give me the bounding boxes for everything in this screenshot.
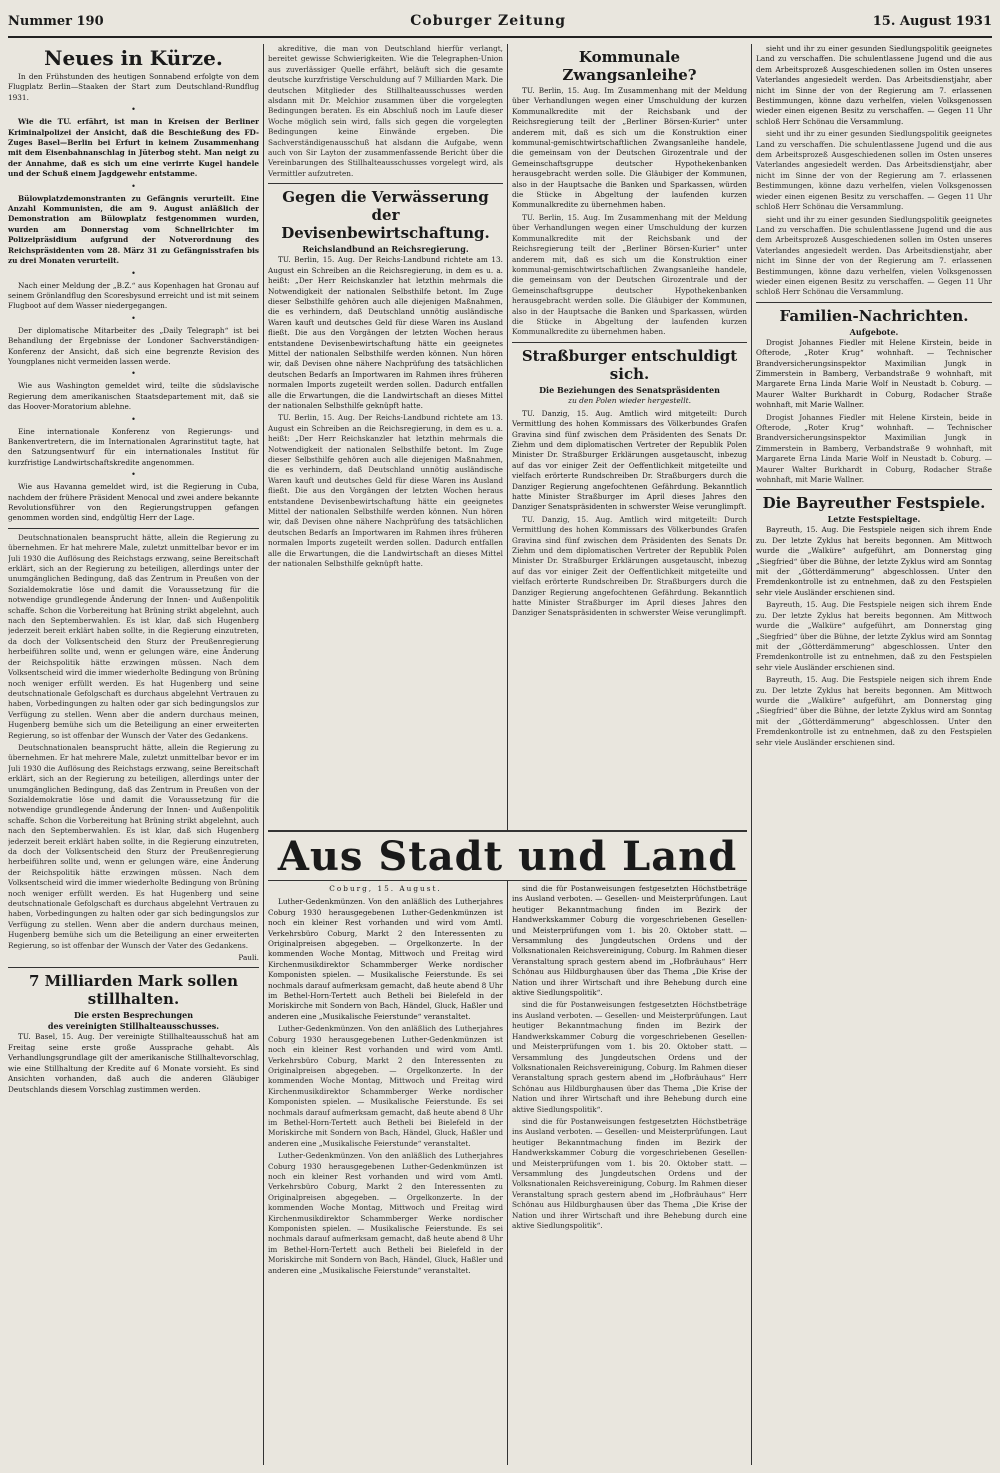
article-body: sieht und ihr zu einer gesunden Siedlungspolitik geeignetes Land zu verschaffen. Die schulentlassene Jugend und die aus dem Arbeitsprozeß Ausgeschiedenen sollen im Osten unseres Vaterlandes angesiedelt werden. Das Arbeitsdienstjahr, aber nicht im Sinne der von der Regierung am 7. erlassenen Bestimmungen, könne dazu verhelfen, vielen Volksgenossen wieder einen eigenen Besitz zu verschaffen. — Gegen 11 Uhr schloß Herr Schönau die Versammlung. bbox=[756, 44, 992, 126]
separator: • bbox=[131, 369, 136, 379]
article-body: Luther-Gedenkmünzen. Von den anläßlich des Lutherjahres Coburg 1930 herausgegebenen Luther-Gedenkmünzen ist noch ein kleiner Rest vorhanden und wird vom Amtl. Verkehrsbüro Coburg, Markt 2 den Interessenten zu Originalpreisen abgegeben. — Orgelkonzerte. In der kommenden Woche Montag, Mittwoch und Freitag wird Kirchenmusikdirektor Schammberger Werke nordischer Komponisten spielen. — Musikalische Feierstunde. Es sei nochmals darauf aufmerksam gemacht, daß heute abend 8 Uhr im Bethel-Horn-Tertett auch Betheli bei Bielefeld in der Moriskirche mit Sondern von Bach, Händel, Gluck, Haßler und anderen eine „Musikalische Feierstunde“ veranstaltet. bbox=[268, 897, 503, 1021]
article-body: Deutschnationalen beansprucht hätte, allein die Regierung zu übernehmen. Er hat mehrere Male, zuletzt unmittelbar bevor er im Juli 1930 die Auflösung des Reichstags erzwang, seine Bereitschaft erklärt, sich an der Regierung zu beteiligen, allerdings unter der unumgänglichen Bedingung, daß das Zentrum in Preußen von der Sozialdemokratie löse und damit die Voraussetzung für die notwendige grundlegende Änderung der Innen- und Außenpolitik schaffe. Schon die Vorbereitung hat Brüning strikt abgelehnt, auch nach den Septemberwahlen. Es ist klar, daß sich Hugenberg jederzeit bereit erklärt haben sollte, in die Regierung einzutreten, da doch der Volksentscheid den Sturz der Preußenregierung herbeiführen sollte und, wenn er gelungen wäre, eine Änderung der Reichspolitik hätte erzwingen müssen. Nach dem Volksentscheid wird die immer wiederholte Bedingung von Brüning noch weniger erfüllt werden. Es hat Hugenberg und seine deutschnationale Gefolgschaft es durchaus abgelehnt Vertrauen zu haben, Vorbedingungen zu halten oder gar sich bedingungslos zur Verfügung zu stellen. Wenn aber die andern durchaus meinen, Hugenberg bemühe sich um die Beteiligung an einer erweiterten Regierung, so ist offenbar der Wunsch der Vater des Gedankens. bbox=[8, 532, 259, 740]
news-item: Bülowplatzdemonstranten zu Gefängnis verurteilt. Eine Anzahl Kommunisten, die am 9. August anläßlich der Demonstration am Bülowplatz festgenommen wurden, wurden am Donnerstag vom Schnellrichter im Polizeipräsidium aufgrund der Notverordnung des Reichspräsidenten vom 28. März 31 zu Gefängnisstrafen bis zu drei Monaten verurteilt. bbox=[8, 193, 259, 266]
column-rule bbox=[507, 44, 508, 1465]
divider bbox=[756, 302, 992, 303]
dateline: Coburg, 15. August. bbox=[329, 884, 442, 893]
article-body-continued: TU. Berlin, 15. Aug. Im Zusammenhang mit der Meldung über Verhandlungen wegen einer Umschuldung der kurzen Kommunalkredite mit der Reichsbank und der Reichsregierung teilt der „Berliner Börsen-Kurier“ unter anderem mit, daß es sich um die Konstruktion einer kommunal-gemischtwirtschaftlichen Zwangsanleihe handele, die gemeinsam von der Deutschen Girozentrale und der Gemeinschaftsgruppe deutscher Hypothekenbanken herausgebracht werden solle. Die Gläubiger der Kommunen, also in der Hauptsache die Banken und Sparkassen, würden die Stücke in Abgeltung der laufenden kurzen Kommunalkredite zu übernehmen haben. bbox=[512, 212, 747, 337]
divider bbox=[8, 528, 259, 529]
headline-familien: Familien-Nachrichten. bbox=[779, 306, 969, 325]
subheadline: Die Beziehungen des Senatspräsidenten bbox=[539, 384, 720, 395]
subheadline: Die ersten Besprechungen bbox=[73, 1010, 194, 1021]
local-news-left bbox=[268, 884, 503, 1465]
article-body-continued: Bayreuth, 15. Aug. Die Festspiele neigen sich ihrem Ende zu. Der letzte Zyklus hat bereits begonnen. Am Mittwoch wurde die „Walküre“ aufgeführt, am Donnerstag ging „Siegfried“ über die Bühne, der letzte Zyklus wird am Sonntag mit der „Götterdämmerung“ abgeschlossen. Unter den Fremdenkontrolle ist zu entnehmen, daß zu den Festspielen sehr viele Ausländer erschienen sind. bbox=[756, 675, 992, 747]
article-body-continued: sieht und ihr zu einer gesunden Siedlungspolitik geeignetes Land zu verschaffen. Die schulentlassene Jugend und die aus dem Arbeitsprozeß Ausgeschiedenen sollen im Osten unseres Vaterlandes angesiedelt werden. Das Arbeitsdienstjahr, aber nicht im Sinne der von der Regierung am 7. erlassenen Bestimmungen, könne dazu verhelfen, vielen Volksgenossen wieder einen eigenen Besitz zu verschaffen. — Gegen 11 Uhr schloß Herr Schönau die Versammlung. bbox=[756, 129, 992, 212]
article-body: akreditive, die man von Deutschland hierfür verlangt, bereitet gewisse Schwierigkeiten. Wie die Telegraphen-Union aus zuverlässiger Quelle erfährt, beläuft sich die gesamte deutsche kurzfristige Verschuldung auf 7 Milliarden Mark. Die deutschen Mitglieder des Stillhalteausschusses werden alsdann mit Dr. Melchior zusammen über die vorgelegten Bedingungen beraten. Es ein Abschluß noch im Laufe dieser Woche möglich sein wird, falls sich gegen die vorgelegten Bedingungen keine Einwände ergeben. Die Sachverständigenausschuß hat alsdann die Aufgabe, wenn auch von Sir Layton der zusammenfassende Bericht über die Vereinbarungen des Stillhalteausschusses vorgelegt wird, als Vermittler aufzutreten. bbox=[268, 44, 503, 178]
headline-stillhalten: 7 Milliarden Mark sollen stillhalten. bbox=[29, 972, 238, 1009]
divider bbox=[8, 967, 259, 968]
subheadline: zu den Polen wieder hergestellt. bbox=[568, 395, 691, 405]
headline-devisen: Gegen die Verwässerung der Devisenbewirtschaftung. bbox=[281, 188, 490, 243]
newspaper-title: Coburger Zeitung bbox=[410, 13, 567, 29]
section-banner: Aus Stadt und Land bbox=[268, 830, 747, 881]
news-item: Wie aus Havanna gemeldet wird, ist die Regierung in Cuba, nachdem der frühere Präsident Menocal und zwei andere bekannte Revolutionsführer von den Regierungstruppen gefangen genommen worden sind, endgültig Herr der Lage. bbox=[8, 482, 259, 523]
column-1 bbox=[8, 44, 259, 1465]
article-body-continued: TU. Danzig, 15. Aug. Amtlich wird mitgeteilt: Durch Vermittlung des hohen Kommissars des Völkerbundes Grafen Gravina sind fünf zwischen dem Präsidenten des Senats Dr. Ziehm und dem diplomatischen Vertreter der Republik Polen Minister Dr. Straßburger Erklärungen ausgetauscht, inbezug auf das vor einiger Zeit der Oeffentlichkeit mitgeteilte und vielfach erörterte Rundschreiben Dr. Straßburgers durch die Danziger Regierung angefochtenen Gefährdung. Bekanntlich hatte Minister Straßburger im April dieses Jahres den Danziger Senatspräsidenten in schwerster Weise verunglimpft. bbox=[512, 514, 747, 618]
local-news-right bbox=[512, 884, 747, 1465]
article-body-continued: sind die für Postanweisungen festgesetzten Höchstbeträge ins Ausland verboten. — Gesellen- und Meisterprüfungen. Laut heutiger Bekanntmachung finden im Bezirk der Handwerkskammer Coburg die vorgeschriebenen Gesellen- und Meisterprüfungen vom 1. bis 20. Oktober statt. — Versammlung des Jungdeutschen Ordens und der Volksnationalen Reichsvereinigung, Coburg. Im Rahmen dieser Veranstaltung sprach gestern abend im „Hofbräuhaus“ Herr Schönau aus Hildburghausen über das Thema „Die Krise der Nation und ihrer Wirtschaft und ihre Behebung durch eine aktive Siedlungspolitik“. bbox=[512, 1116, 747, 1230]
subheadline: Reichslandbund an Reichsregierung. bbox=[302, 244, 469, 255]
separator: • bbox=[131, 414, 136, 424]
headline-zwangsanleihe: Kommunale Zwangsanleihe? bbox=[562, 48, 697, 84]
column-4 bbox=[756, 44, 992, 1465]
column-rule bbox=[751, 44, 752, 1465]
divider bbox=[268, 183, 503, 184]
article-body: TU. Basel, 15. Aug. Der vereinigte Stillhalteausschuß hat am Freitag seine erste große Aussprache gehabt. Als Verhandlungsgrundlage gilt der amerikanische Stillhaltevorschlag, wie eine Stillhaltung der Kredite auf 6 Monate vorsieht. Es sind Ansichten vorhanden, daß auch die anderen Gläubiger Deutschlands diesem Vorschlag zustimmen werden. bbox=[8, 1032, 259, 1094]
article-body: Drogist Johannes Fiedler mit Helene Kirstein, beide in Ofterode, „Roter Krug“ wohnhaft. — Technischer Brandversicherungsinspektor Maximilian Jungk in Zimmerstein in Bamberg, Verbandstraße 9 wohnhaft, mit Margarete Erna Linda Marie Wolf in Neustadt b. Coburg. — Maurer Walter Burkhardt in Coburg, Rodacher Straße wohnhaft, mit Marie Wallner. bbox=[756, 337, 992, 410]
news-item: Nach einer Meldung der „B.Z.“ aus Kopenhagen hat Gronau auf seinem Grönlandflug den Scoresbysund erreicht und ist mit seinem Flugboot auf dem Wasser niedergegangen. bbox=[8, 280, 259, 311]
headline-bayreuth: Die Bayreuther Festspiele. bbox=[762, 494, 986, 513]
news-item: Wie aus Washington gemeldet wird, teilte die südslavische Regierung dem amerikanischen Staatsdepartement mit, daß sie das Hoover-Moratorium ablehne. bbox=[8, 381, 259, 412]
divider bbox=[756, 489, 992, 490]
news-item: Eine internationale Konferenz von Regierungs- und Bankenvertretern, die im Internationalen Agrarinstitut tagte, hat den Satzungsentwurf für ein internationales Institut für kurzfristige Landwirtschaftskredite angenommen. bbox=[8, 426, 259, 467]
article-body: Bayreuth, 15. Aug. Die Festspiele neigen sich ihrem Ende zu. Der letzte Zyklus hat bereits begonnen. Am Mittwoch wurde die „Walküre“ aufgeführt, am Donnerstag ging „Siegfried“ über die Bühne, der letzte Zyklus wird am Sonntag mit der „Götterdämmerung“ abgeschlossen. Unter den Fremdenkontrolle ist zu entnehmen, daß zu den Festspielen sehr viele Ausländer erschienen sind. bbox=[756, 525, 992, 597]
separator: • bbox=[131, 105, 136, 115]
article-body-continued: Drogist Johannes Fiedler mit Helene Kirstein, beide in Ofterode, „Roter Krug“ wohnhaft. — Technischer Brandversicherungsinspektor Maximilian Jungk in Zimmerstein in Bamberg, Verbandstraße 9 wohnhaft, mit Margarete Erna Linda Marie Wolf in Neustadt b. Coburg. — Maurer Walter Burkhardt in Coburg, Rodacher Straße wohnhaft, mit Marie Wallner. bbox=[756, 412, 992, 485]
news-item: In den Frühstunden des heutigen Sonnabend erfolgte von dem Flugplatz Berlin—Staaken der Start zum Deutschland-Rundflug 1931. bbox=[8, 72, 259, 102]
subheadline: des vereinigten Stillhalteausschusses. bbox=[47, 1021, 220, 1032]
issue-date: 15. August 1931 bbox=[872, 13, 992, 29]
separator: • bbox=[131, 181, 136, 191]
article-body-continued: sieht und ihr zu einer gesunden Siedlungspolitik geeignetes Land zu verschaffen. Die schulentlassene Jugend und die aus dem Arbeitsprozeß Ausgeschiedenen sollen im Osten unseres Vaterlandes angesiedelt werden. Das Arbeitsdienstjahr, aber nicht im Sinne der von der Regierung am 7. erlassenen Bestimmungen, könne dazu verhelfen, vielen Volksgenossen wieder einen eigenen Besitz zu verschaffen. — Gegen 11 Uhr schloß Herr Schönau die Versammlung. bbox=[756, 214, 992, 297]
news-item: Der diplomatische Mitarbeiter des „Daily Telegraph“ ist bei Behandlung der Ergebnisse der Londoner Sachverständigen-Konferenz der Ansicht, daß sich eine begrenzte Revision des Youngplanes nicht vermeiden lassen werde. bbox=[8, 325, 259, 366]
headline-news-brief: Neues in Kürze. bbox=[44, 46, 223, 70]
article-body-continued: Deutschnationalen beansprucht hätte, allein die Regierung zu übernehmen. Er hat mehrere Male, zuletzt unmittelbar bevor er im Juli 1930 die Auflösung des Reichstags erzwang, seine Bereitschaft erklärt, sich an der Regierung zu beteiligen, allerdings unter der unumgänglichen Bedingung, daß das Zentrum in Preußen von der Sozialdemokratie löse und damit die Voraussetzung für die notwendige grundlegende Änderung der Innen- und Außenpolitik schaffe. Schon die Vorbereitung hat Brüning strikt abgelehnt, auch nach den Septemberwahlen. Es ist klar, daß sich Hugenberg jederzeit bereit erklärt haben sollte, in die Regierung einzutreten, da doch der Volksentscheid den Sturz der Preußenregierung herbeiführen sollte und, wenn er gelungen wäre, eine Änderung der Reichspolitik hätte erzwingen müssen. Nach dem Volksentscheid wird die immer wiederholte Bedingung von Brüning noch weniger erfüllt werden. Es hat Hugenberg und seine deutschnationale Gefolgschaft es durchaus abgelehnt Vertrauen zu haben, Vorbedingungen zu halten oder gar sich bedingungslos zur Verfügung zu stellen. Wenn aber die andern durchaus meinen, Hugenberg bemühe sich um die Beteiligung an einer erweiterten Regierung, so ist offenbar der Wunsch der Vater des Gedankens. bbox=[8, 742, 259, 950]
column-3 bbox=[512, 44, 747, 823]
article-body: TU. Berlin, 15. Aug. Der Reichs-Landbund richtete am 13. August ein Schreiben an die Reichsregierung, in dem es u. a. heißt: „Der Herr Reichskanzler hat letzthin mehrmals die Notwendigkeit der nationalen Selbsthilfe betont. Im Zuge dieser Selbsthilfe gehören auch alle diejenigen Maßnahmen, die es verhindern, daß Deutschland unnötig ausländische Waren kauft und deutsches Geld für diese Waren ins Ausland fließt. Die aus den Vorgängen der letzten Wochen heraus entstandene Devisenbewirtschaftung hätte ein geeignetes Mittel der nationalen Selbsthilfe werden können. Nun hören wir, daß Devisen ohne nähere Nachprüfung des tatsächlichen deutschen Bedarfs an Importwaren im Rahmen ihres früheren normalen Imports zugeteilt werden sollen. Dadurch entfallen alle die Erwartungen, die die Landwirtschaft an dieses Mittel der nationalen Selbsthilfe geknüpft hatte. bbox=[268, 255, 503, 410]
article-body-continued: Luther-Gedenkmünzen. Von den anläßlich des Lutherjahres Coburg 1930 herausgegebenen Luther-Gedenkmünzen ist noch ein kleiner Rest vorhanden und wird vom Amtl. Verkehrsbüro Coburg, Markt 2 den Interessenten zu Originalpreisen abgegeben. — Orgelkonzerte. In der kommenden Woche Montag, Mittwoch und Freitag wird Kirchenmusikdirektor Schammberger Werke nordischer Komponisten spielen. — Musikalische Feierstunde. Es sei nochmals darauf aufmerksam gemacht, daß heute abend 8 Uhr im Bethel-Horn-Tertett auch Betheli bei Bielefeld in der Moriskirche mit Sondern von Bach, Händel, Gluck, Haßler und anderen eine „Musikalische Feierstunde“ veranstaltet. bbox=[268, 1024, 503, 1148]
headline-strassburger: Straßburger entschuldigt sich. bbox=[521, 346, 738, 383]
subheadline: Aufgebote. bbox=[849, 326, 899, 337]
issue-number: Nummer 190 bbox=[8, 13, 104, 29]
masthead bbox=[8, 6, 992, 38]
article-body-continued: TU. Berlin, 15. Aug. Der Reichs-Landbund richtete am 13. August ein Schreiben an die Reichsregierung, in dem es u. a. heißt: „Der Herr Reichskanzler hat letzthin mehrmals die Notwendigkeit der nationalen Selbsthilfe betont. Im Zuge dieser Selbsthilfe gehören auch alle diejenigen Maßnahmen, die es verhindern, daß Deutschland unnötig ausländische Waren kauft und deutsches Geld für diese Waren ins Ausland fließt. Die aus den Vorgängen der letzten Wochen heraus entstandene Devisenbewirtschaftung hätte ein geeignetes Mittel der nationalen Selbsthilfe werden können. Nun hören wir, daß Devisen ohne nähere Nachprüfung des tatsächlichen deutschen Bedarfs an Importwaren im Rahmen ihres früheren normalen Imports zugeteilt werden sollen. Dadurch entfallen alle die Erwartungen, die die Landwirtschaft an dieses Mittel der nationalen Selbsthilfe geknüpft hatte. bbox=[268, 413, 503, 569]
separator: • bbox=[131, 268, 136, 278]
subheadline: Letzte Festspieltage. bbox=[827, 514, 921, 525]
news-item: Wie die TU. erfährt, ist man in Kreisen der Berliner Kriminalpolizei der Ansicht, daß die Beschießung des FD-Zuges Basel—Berlin bei Erfurt in keinem Zusammenhang mit dem Eisenbahnanschlag in Jüterbog steht. Man neigt zu der Annahme, daß es sich um eine verirrte Kugel handele und der Schuß einem Jagdgewehr entstamme. bbox=[8, 117, 259, 179]
separator: • bbox=[131, 470, 136, 480]
separator: • bbox=[131, 313, 136, 323]
article-body-continued: sind die für Postanweisungen festgesetzten Höchstbeträge ins Ausland verboten. — Gesellen- und Meisterprüfungen. Laut heutiger Bekanntmachung finden im Bezirk der Handwerkskammer Coburg die vorgeschriebenen Gesellen- und Meisterprüfungen vom 1. bis 20. Oktober statt. — Versammlung des Jungdeutschen Ordens und der Volksnationalen Reichsvereinigung, Coburg. Im Rahmen dieser Veranstaltung sprach gestern abend im „Hofbräuhaus“ Herr Schönau aus Hildburghausen über das Thema „Die Krise der Nation und ihrer Wirtschaft und ihre Behebung durch eine aktive Siedlungspolitik“. bbox=[512, 1000, 747, 1114]
column-rule bbox=[263, 44, 264, 1465]
author-signature: Pauli. bbox=[238, 953, 259, 963]
article-body: TU. Berlin, 15. Aug. Im Zusammenhang mit der Meldung über Verhandlungen wegen einer Umschuldung der kurzen Kommunalkredite mit der Reichsbank und der Reichsregierung teilt der „Berliner Börsen-Kurier“ unter anderem mit, daß es sich um die Konstruktion einer kommunal-gemischtwirtschaftlichen Zwangsanleihe handele, die gemeinsam von der Deutschen Girozentrale und der Gemeinschaftsgruppe deutscher Hypothekenbanken herausgebracht werden solle. Die Gläubiger der Kommunen, also in der Hauptsache die Banken und Sparkassen, würden die Stücke in Abgeltung der laufenden kurzen Kommunalkredite zu übernehmen haben. bbox=[512, 86, 747, 210]
column-2 bbox=[268, 44, 503, 823]
article-body: TU. Danzig, 15. Aug. Amtlich wird mitgeteilt: Durch Vermittlung des hohen Kommissars des Völkerbundes Grafen Gravina sind fünf zwischen dem Präsidenten des Senats Dr. Ziehm und dem diplomatischen Vertreter der Republik Polen Minister Dr. Straßburger Erklärungen ausgetauscht, inbezug auf das vor einiger Zeit der Oeffentlichkeit mitgeteilte und vielfach erörterte Rundschreiben Dr. Straßburgers durch die Danziger Regierung angefochtenen Gefährdung. Bekanntlich hatte Minister Straßburger im April dieses Jahres den Danziger Senatspräsidenten in schwerster Weise verunglimpft. bbox=[512, 408, 747, 512]
article-body-continued: Luther-Gedenkmünzen. Von den anläßlich des Lutherjahres Coburg 1930 herausgegebenen Luther-Gedenkmünzen ist noch ein kleiner Rest vorhanden und wird vom Amtl. Verkehrsbüro Coburg, Markt 2 den Interessenten zu Originalpreisen abgegeben. — Orgelkonzerte. In der kommenden Woche Montag, Mittwoch und Freitag wird Kirchenmusikdirektor Schammberger Werke nordischer Komponisten spielen. — Musikalische Feierstunde. Es sei nochmals darauf aufmerksam gemacht, daß heute abend 8 Uhr im Bethel-Horn-Tertett auch Betheli bei Bielefeld in der Moriskirche mit Sondern von Bach, Händel, Gluck, Haßler und anderen eine „Musikalische Feierstunde“ veranstaltet. bbox=[268, 1151, 503, 1275]
article-body: sind die für Postanweisungen festgesetzten Höchstbeträge ins Ausland verboten. — Gesellen- und Meisterprüfungen. Laut heutiger Bekanntmachung finden im Bezirk der Handwerkskammer Coburg die vorgeschriebenen Gesellen- und Meisterprüfungen vom 1. bis 20. Oktober statt. — Versammlung des Jungdeutschen Ordens und der Volksnationalen Reichsvereinigung, Coburg. Im Rahmen dieser Veranstaltung sprach gestern abend im „Hofbräuhaus“ Herr Schönau aus Hildburghausen über das Thema „Die Krise der Nation und ihrer Wirtschaft und ihre Behebung durch eine aktive Siedlungspolitik“. bbox=[512, 884, 747, 998]
article-body-continued: Bayreuth, 15. Aug. Die Festspiele neigen sich ihrem Ende zu. Der letzte Zyklus hat bereits begonnen. Am Mittwoch wurde die „Walküre“ aufgeführt, am Donnerstag ging „Siegfried“ über die Bühne, der letzte Zyklus wird am Sonntag mit der „Götterdämmerung“ abgeschlossen. Unter den Fremdenkontrolle ist zu entnehmen, daß zu den Festspielen sehr viele Ausländer erschienen sind. bbox=[756, 600, 992, 672]
divider bbox=[512, 342, 747, 343]
